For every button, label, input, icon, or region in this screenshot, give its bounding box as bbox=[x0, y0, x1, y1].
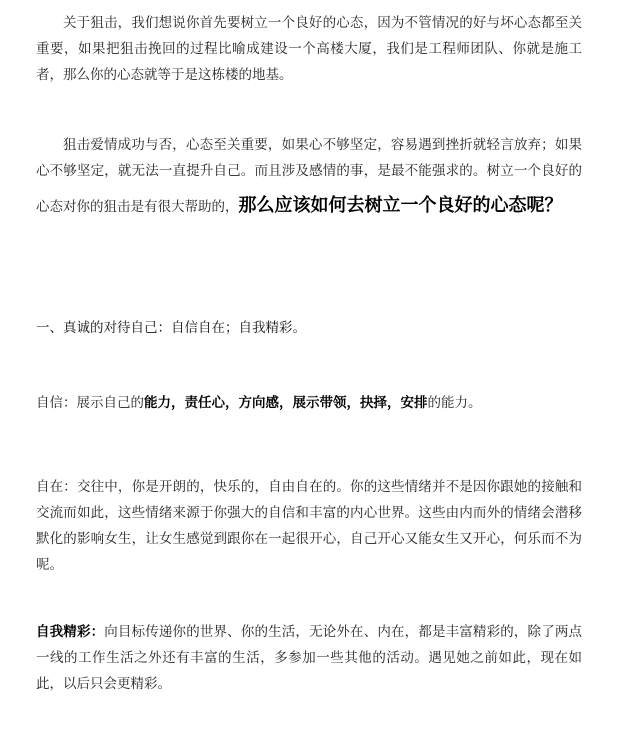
paragraph-mindset-intro-text: 关于狙击，我们想说你首先要树立一个良好的心态，因为不管情况的好与坏心态都至关重要，如果把狙击挽回的过程比喻成建设一个高楼大厦，我们是工程师团队、你就是施工者，那么你的心态就等于是这栋楼的地基。 bbox=[36, 15, 582, 83]
section-heading bbox=[36, 315, 582, 341]
confidence-prefix: 展示自己的 bbox=[76, 395, 144, 411]
paragraph-brilliance-text: 向目标传递你的世界、你的生活，无论外在、内在，都是丰富精彩的，除了两点一线的工作生活之外还有丰富的生活，多参加一些其他的活动。遇见她之前如此，现在如此，以后只会更精彩。 bbox=[36, 624, 583, 692]
confidence-suffix: 的能力。 bbox=[427, 395, 482, 411]
paragraph-mindset-importance-text: 狙击爱情成功与否，心态至关重要，如果心不够坚定，容易遇到挫折就轻言放弃；如果心不够坚定，就无法一直提升自己。而且涉及感情的事，是最不能强求的。树立一个良好的心态对你的狙击是有很大帮助的， bbox=[36, 137, 582, 215]
paragraph-ease bbox=[36, 474, 582, 578]
brilliance-label: 自我精彩： bbox=[36, 624, 105, 640]
paragraph-mindset-intro bbox=[36, 10, 582, 88]
emphasis-question: 那么应该如何去树立一个良好的心态呢？ bbox=[238, 195, 563, 216]
paragraph-confidence bbox=[36, 390, 582, 416]
confidence-bold-abilities: 能力，责任心，方向感，展示带领，抉择，安排 bbox=[144, 395, 428, 411]
paragraph-ease-text: 自在：交往中，你是开朗的，快乐的，自由自在的。你的这些情绪并不是因你跟她的接触和交流而如此，这些情绪来源于你强大的自信和丰富的内心世界。这些由内而外的情绪会潜移默化的影响女生，让女生感觉到跟你在一起很开心，自己开心又能女生又开心，何乐而不为呢。 bbox=[36, 479, 582, 573]
paragraph-brilliance bbox=[36, 619, 582, 697]
paragraph-mindset-importance bbox=[36, 132, 582, 228]
section-heading-text: 一、真诚的对待自己：自信自在；自我精彩。 bbox=[36, 320, 306, 336]
confidence-label: 自信： bbox=[36, 395, 77, 411]
